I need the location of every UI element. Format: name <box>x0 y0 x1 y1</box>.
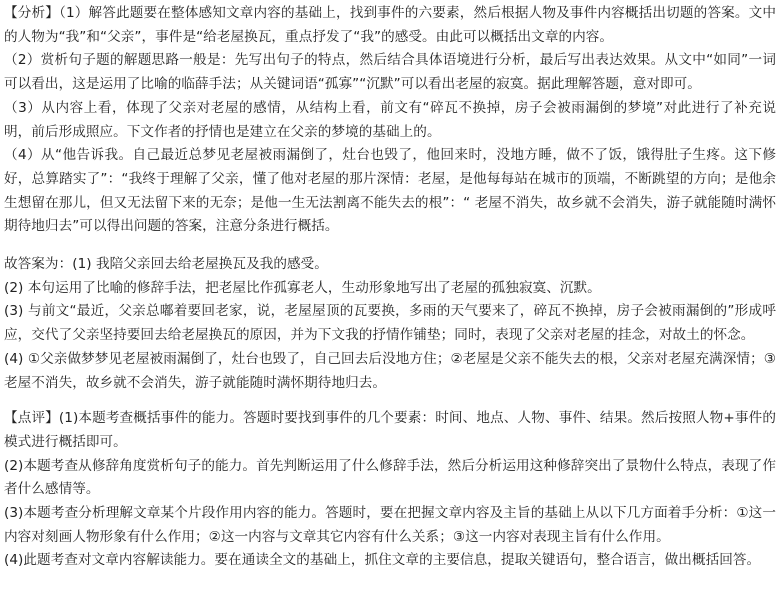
comment-paragraph-4: (4)此题考查对文章内容解读能力。要在通读全文的基础上，抓住文章的主要信息，提取关键语句，整合语言，做出概括回答。 <box>4 552 761 569</box>
comment-paragraph-2: (2)本题考查从修辞角度赏析句子的能力。首先判断运用了什么修辞手法，然后分析运用这种修辞突出了景物什么特点，表现了作者什么感情等。 <box>4 457 776 498</box>
answer-line-3: (3) 与前文“最近，父亲总嘟着要回老家，说，老屋屋顶的瓦要换，多雨的天气要来了，碎瓦不换掉，房子会被雨漏倒的”形成呼应，交代了父亲坚持要回去给老屋换瓦的原因，并为下文我的抒情作铺垫；同时，表现了父亲对老屋的挂念，对故土的怀念。 <box>4 303 776 344</box>
comment-section <box>4 407 776 573</box>
answer-line-2: (2) 本句运用了比喻的修辞手法，把老屋比作孤寡老人，生动形象地写出了老屋的孤独寂寞、沉默。 <box>4 279 601 296</box>
analysis-paragraph-1: 【分析】（1）解答此题要在整体感知文章内容的基础上，找到事件的六要素，然后根据人物及事件内容概括出切题的答案。文中的人物为“我”和“父亲”，事件是“给老屋换瓦，重点抒发了“我”的感受。由此可以概括出文章的内容。 <box>4 5 776 45</box>
comment-paragraph-1: 【点评】(1)本题考查概括事件的能力。答题时要找到事件的几个要素：时间、地点、人物、事件、结果。然后按照人物+事件的模式进行概括即可。 <box>4 410 776 450</box>
section-gap <box>4 395 776 407</box>
analysis-paragraph-3: （3）从内容上看，体现了父亲对老屋的感情，从结构上看，前文有“碎瓦不换掉，房子会被雨漏倒的梦境”对此进行了补充说明，前后形成照应。下文作者的抒情也是建立在父亲的梦境的基础上的。 <box>4 99 776 140</box>
analysis-paragraph-2: （2）赏析句子题的解题思路一般是：先写出句子的特点，然后结合具体语境进行分析，最后写出表达效果。从文中“如同”一词可以看出，这是运用了比喻的临薛手法；从关键词语“孤寡”“沉默”可以看出老屋的寂寞。据此理解答题，意对即可。 <box>4 52 776 93</box>
answer-section <box>4 253 776 395</box>
answer-line-4: (4) ①父亲做梦梦见老屋被雨漏倒了，灶台也毁了，自己回去后没地方住；②老屋是父亲不能失去的根，父亲对老屋充满深情；③老屋不消失，故乡就不会消失，游子就能随时满怀期待地归去。 <box>4 350 776 391</box>
section-gap <box>4 239 776 253</box>
analysis-paragraph-4: （4）从“他告诉我。自己最近总梦见老屋被雨漏倒了，灶台也毁了，他回来时，没地方睡，做不了饭，饿得肚子生疼。这下修好，总算踏实了”：“我终于理解了父亲，懂了他对老屋的那片深情：老屋，是他每每站在城市的顶端，不断跳望的方向；是他余生想留在那儿，但又无法留下来的无奈；是他一生无法割离不能失去的根”：“ 老屋不消失，故乡就不会消失，游子就能随时满怀期待地归去”可以得出问题的答案，注意分条进行概括。 <box>4 147 776 235</box>
comment-paragraph-3: (3)本题考查分析理解文章某个片段作用内容的能力。答题时，要在把握文章内容及主旨的基础上从以下几方面着手分析：①这一内容对刻画人物形象有什么作用；②这一内容与文章其它内容有什么关系；③这一内容对表现主旨有什么作用。 <box>4 505 776 545</box>
analysis-section <box>4 2 776 239</box>
answer-line-1: 故答案为：(1) 我陪父亲回去给老屋换瓦及我的感受。 <box>4 256 328 273</box>
